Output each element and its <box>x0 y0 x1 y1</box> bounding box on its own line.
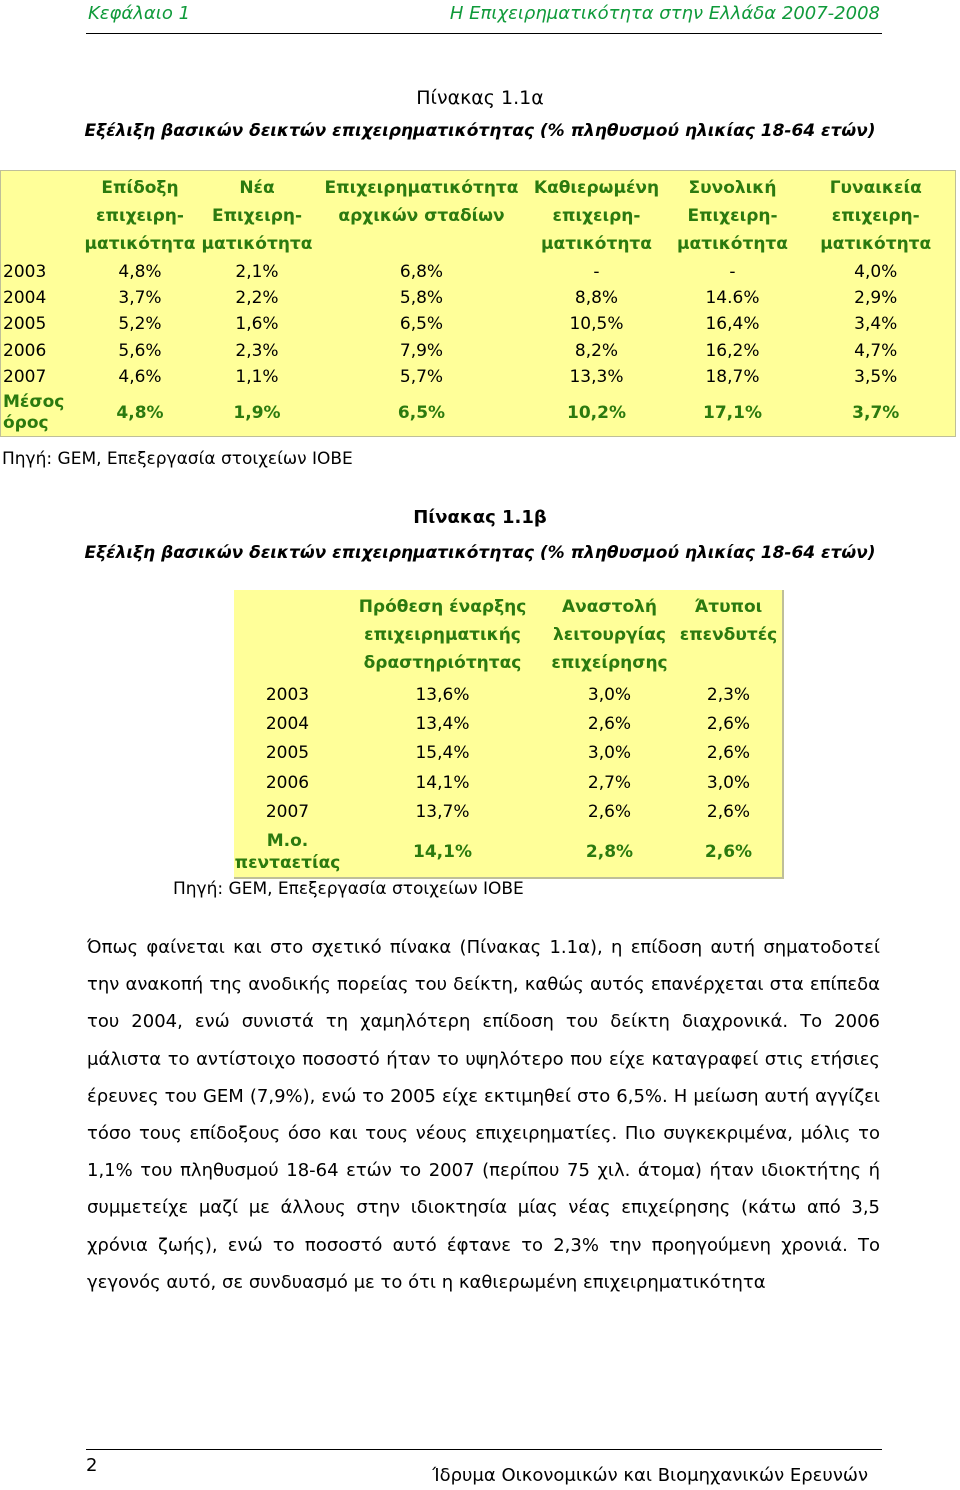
value-cell: 15,4% <box>415 743 470 764</box>
value-cell: 5,8% <box>399 288 444 309</box>
value-cell: 3,4% <box>854 314 898 335</box>
value-cell: 2,2% <box>235 288 279 309</box>
year-cell: 2005 <box>3 314 47 335</box>
table-header-row <box>234 590 783 680</box>
corner-cell <box>234 590 341 680</box>
table-row <box>1 285 956 311</box>
year-cell: 2004 <box>3 288 47 309</box>
value-cell: 2,6% <box>587 801 632 822</box>
value-cell: 2,1% <box>235 261 279 282</box>
running-header <box>86 0 882 34</box>
value-cell: 10,5% <box>569 314 624 335</box>
value-cell: 14,1% <box>415 772 470 793</box>
value-cell: 1,6% <box>235 314 279 335</box>
value-cell: 2,7% <box>587 772 632 793</box>
column-header: Αναστολή λειτουργίας επιχείρησης <box>551 597 668 673</box>
year-cell: 2007 <box>265 801 310 822</box>
year-cell: 2007 <box>3 367 47 388</box>
column-header: Άτυποι επενδυτές <box>679 597 778 645</box>
value-cell: - <box>593 261 600 282</box>
value-cell: 18,7% <box>705 367 760 388</box>
year-cell: 2005 <box>265 743 310 764</box>
average-value: 10,2% <box>567 403 626 424</box>
average-value: 14,1% <box>413 841 472 862</box>
table-1-1a <box>0 170 956 437</box>
column-header: Γυναικεία επιχειρη-ματικότητα <box>820 178 932 254</box>
column-header: Επίδοξη επιχειρη-ματικότητα <box>84 178 196 254</box>
value-cell: 1,1% <box>235 367 279 388</box>
average-label: Μέσος όρος <box>3 392 65 434</box>
value-cell: 13,3% <box>569 367 624 388</box>
year-cell: 2003 <box>3 261 47 282</box>
value-cell: 2,6% <box>706 743 751 764</box>
table-row <box>234 709 783 738</box>
page-number: 2 <box>86 1455 98 1476</box>
table-row <box>234 768 783 797</box>
footer-organization: Ίδρυμα Οικονομικών και Βιομηχανικών Ερευνών <box>432 1465 868 1486</box>
value-cell: 2,6% <box>706 801 751 822</box>
value-cell: 3,5% <box>854 367 898 388</box>
value-cell: 4,8% <box>118 261 162 282</box>
value-cell: 4,0% <box>854 261 898 282</box>
table-row <box>234 680 783 709</box>
value-cell: 2,6% <box>587 713 632 734</box>
table2-caption: Πίνακας 1.1β <box>413 507 547 528</box>
table-header-row <box>1 171 956 259</box>
body-paragraph: Όπως φαίνεται και στο σχετικό πίνακα (Πίνακας 1.1α), η επίδοση αυτή σηματοδοτεί την ανακοπή της ανοδικής πορείας του δείκτη, καθώς αυτός επανέρχεται στα επίπεδα του 2004, ενώ συνιστά τη χαμηλότερη επίδοση του δείκτη διαχρονικά. Το 2006 μάλιστα το αντίστοιχο ποσοστό ήταν το υψηλότερο που είχε καταγραφεί στις ετήσιες έρευνες του GEM (7,9%), ενώ το 2005 είχε εκτιμηθεί στο 6,5%. Η μείωση αυτή αγγίζει τόσο τους επίδοξους όσο και τους νέους επιχειρηματίες. Πιο συγκεκριμένα, μόλις το 1,1% του πληθυσμού 18-64 ετών το 2007 (περίπου 75 χιλ. άτομα) ήταν ιδιοκτήτης ή συμμετείχε μαζί με άλλους στην ιδιοκτησία μίας νέας επιχείρησης (κάτω από 3,5 χρόνια ζωής), ενώ το ποσοστό αυτό έφτανε το 2,3% την προηγούμενη χρονιά. Το γεγονός αυτό, σε συνδυασμό με το ότι η καθιερωμένη επιχειρηματικότητα <box>87 937 880 1293</box>
column-header: Επιχειρηματικότητα αρχικών σταδίων <box>324 178 519 226</box>
value-cell: 5,7% <box>399 367 444 388</box>
average-row <box>234 826 783 878</box>
column-header: Καθιερωμένη επιχειρη-ματικότητα <box>533 178 660 254</box>
column-header: Πρόθεση έναρξης επιχειρηματικής δραστηριότητας <box>358 597 527 673</box>
value-cell: 2,6% <box>706 713 751 734</box>
value-cell: 2,3% <box>235 340 279 361</box>
value-cell: 13,4% <box>415 713 470 734</box>
chapter-label: Κεφάλαιο 1 <box>88 3 191 24</box>
value-cell: 3,0% <box>587 743 632 764</box>
year-cell: 2004 <box>265 713 310 734</box>
value-cell: 4,6% <box>118 367 162 388</box>
value-cell: 14.6% <box>705 288 760 309</box>
year-cell: 2006 <box>265 772 310 793</box>
value-cell: 2,3% <box>706 684 751 705</box>
average-value: 1,9% <box>233 403 281 424</box>
table-row <box>1 311 956 337</box>
value-cell: 6,5% <box>399 314 444 335</box>
value-cell: 8,2% <box>574 340 619 361</box>
year-cell: 2003 <box>265 684 310 705</box>
table-row <box>234 739 783 768</box>
average-value: 2,8% <box>585 841 634 862</box>
table-row <box>1 364 956 390</box>
footer-rule <box>86 1449 882 1450</box>
value-cell: 4,7% <box>854 340 898 361</box>
value-cell: 5,6% <box>118 340 162 361</box>
table-row <box>1 259 956 285</box>
value-cell: 13,7% <box>415 801 470 822</box>
average-value: 17,1% <box>703 403 762 424</box>
average-value: 6,5% <box>397 403 446 424</box>
column-header: Συνολική Επιχειρη-ματικότητα <box>677 178 788 254</box>
year-cell: 2006 <box>3 340 47 361</box>
table-1-1b <box>234 590 784 879</box>
value-cell: 7,9% <box>399 340 444 361</box>
average-value: 4,8% <box>116 403 164 424</box>
table-row <box>234 797 783 826</box>
value-cell: 2,9% <box>854 288 898 309</box>
table2-subtitle: Εξέλιξη βασικών δεικτών επιχειρηματικότητας (% πληθυσμού ηλικίας 18-64 ετών) <box>84 543 876 563</box>
table-row <box>1 338 956 364</box>
table2-source: Πηγή: GEM, Επεξεργασία στοιχείων ΙΟΒΕ <box>173 879 524 899</box>
value-cell: - <box>729 261 736 282</box>
average-row <box>1 390 956 436</box>
average-label: Μ.ο. πενταετίας <box>234 830 341 873</box>
value-cell: 3,0% <box>706 772 751 793</box>
value-cell: 8,8% <box>574 288 619 309</box>
value-cell: 16,2% <box>705 340 760 361</box>
table1-source: Πηγή: GEM, Επεξεργασία στοιχείων ΙΟΒΕ <box>2 449 353 469</box>
value-cell: 13,6% <box>415 684 470 705</box>
average-value: 2,6% <box>704 841 753 862</box>
table1-subtitle: Εξέλιξη βασικών δεικτών επιχειρηματικότητας (% πληθυσμού ηλικίας 18-64 ετών) <box>84 121 876 141</box>
value-cell: 3,7% <box>118 288 162 309</box>
value-cell: 5,2% <box>118 314 162 335</box>
value-cell: 3,0% <box>587 684 632 705</box>
value-cell: 6,8% <box>399 261 444 282</box>
value-cell: 16,4% <box>705 314 760 335</box>
corner-cell <box>1 171 85 259</box>
average-value: 3,7% <box>852 403 900 424</box>
table1-caption: Πίνακας 1.1α <box>416 87 544 109</box>
column-header: Νέα Επιχειρη-ματικότητα <box>201 178 313 254</box>
report-title: Η Επιχειρηματικότητα στην Ελλάδα 2007-2008 <box>449 3 880 24</box>
